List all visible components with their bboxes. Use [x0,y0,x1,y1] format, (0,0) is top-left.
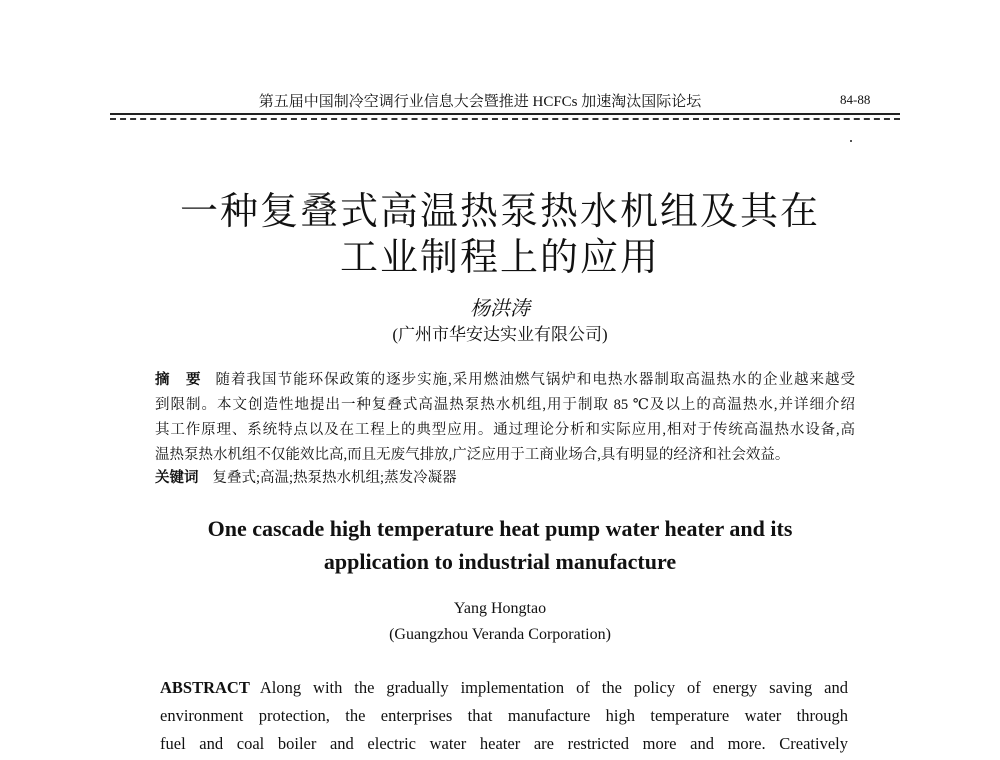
abstract-zh-text: 随着我国节能环保政策的逐步实施,采用燃油燃气锅炉和电热水器制取高温热水的企业越来越受 [215,372,856,388]
author-zh: 杨洪涛 [470,298,530,320]
abstract-zh-label: 摘 要 [155,372,202,388]
abstract-zh-line: 其工作原理、系统特点以及在工程上的典型应用。通过理论分析和实际应用,相对于传统高温热水设备,高 [155,422,855,438]
author-en: Yang Hongtao [453,600,547,617]
keywords-zh-text: 复叠式;高温;热泵热水机组;蒸发冷凝器 [212,470,457,486]
abstract-en-text: Along with the gradually implementation of the policy of energy saving and [259,678,848,697]
title-zh-line-2: 工业制程上的应用 [339,235,660,279]
abstract-en-line: fuel and coal boiler and electric water heater are restricted more and more. Creatively [160,734,848,753]
keywords-zh-label: 关键词 [155,470,199,486]
affiliation-en: (Guangzhou Veranda Corporation) [389,626,611,643]
abstract-zh-line: 到限制。本文创造性地提出一种复叠式高温热泵热水机组,用于制取 85 ℃及以上的高温热水,并详细介绍 [155,397,855,413]
abstract-zh-line [155,368,855,389]
abstract-zh-line: 温热泵热水机组不仅能效比高,而且无废气排放,广泛应用于工商业场合,具有明显的经济和社会效益。 [155,447,790,463]
speck [850,140,852,142]
header-rule [110,113,900,115]
running-header: 第五届中国制冷空调行业信息大会暨推进 HCFCs 加速淘汰国际论坛 [258,94,702,110]
keywords-zh [155,466,855,487]
abstract-en-label: ABSTRACT [160,678,250,697]
abstract-en-line [160,678,848,698]
title-en-line-2: application to industrial manufacture [323,549,677,574]
abstract-en-line: environment protection, the enterprises that manufacture high temperature water through [160,706,848,725]
header-rule-dashed [110,118,900,120]
affiliation-zh: (广州市华安达实业有限公司) [392,325,608,344]
page-range: 84-88 [840,92,871,107]
title-zh-line-1: 一种复叠式高温热泵热水机组及其在 [179,189,820,233]
title-en-line-1: One cascade high temperature heat pump water heater and its [207,516,793,541]
